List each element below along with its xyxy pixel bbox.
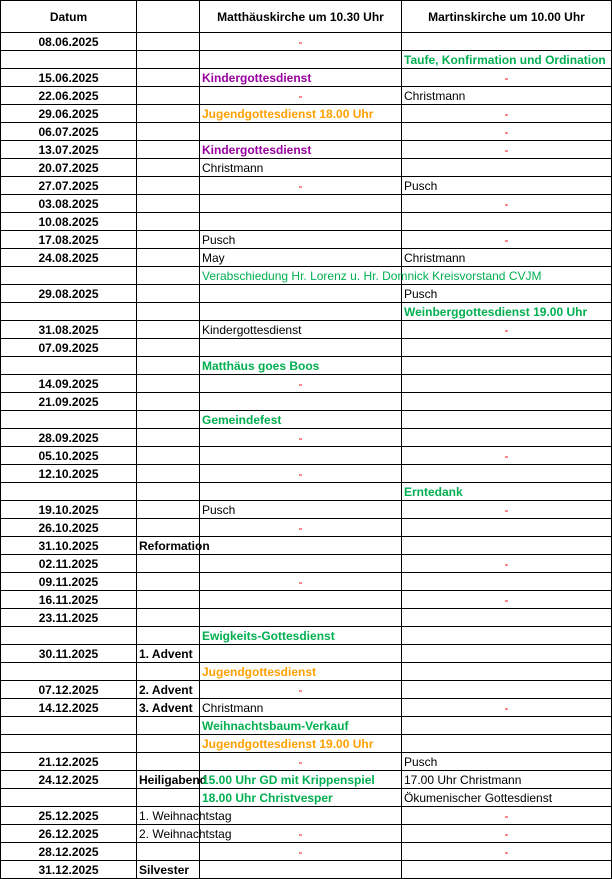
matthaeuskirche-cell: - xyxy=(200,825,402,843)
occasion-cell xyxy=(137,735,200,753)
occasion-cell xyxy=(137,447,200,465)
occasion-cell xyxy=(137,411,200,429)
martinskirche-cell xyxy=(402,465,612,483)
matthaeuskirche-cell: Jugendgottesdienst xyxy=(200,663,402,681)
occasion-cell xyxy=(137,33,200,51)
matthaeuskirche-cell: - xyxy=(200,519,402,537)
date-cell: 19.10.2025 xyxy=(1,501,137,519)
table-row xyxy=(1,537,612,555)
occasion-cell: 2. Weihnachtstag xyxy=(137,825,200,843)
date-cell: 22.06.2025 xyxy=(1,87,137,105)
martinskirche-cell xyxy=(402,735,612,753)
matthaeuskirche-cell: - xyxy=(200,375,402,393)
martinskirche-cell: - xyxy=(402,843,612,861)
table-row xyxy=(1,141,612,159)
date-cell: 23.11.2025 xyxy=(1,609,137,627)
matthaeuskirche-cell: Ewigkeits-Gottesdienst xyxy=(200,627,402,645)
occasion-cell xyxy=(137,195,200,213)
date-cell: 14.09.2025 xyxy=(1,375,137,393)
table-row xyxy=(1,159,612,177)
martinskirche-cell xyxy=(402,663,612,681)
occasion-cell xyxy=(137,555,200,573)
martinskirche-cell xyxy=(402,627,612,645)
table-row xyxy=(1,51,612,69)
martinskirche-cell: - xyxy=(402,231,612,249)
matthaeuskirche-cell xyxy=(200,303,402,321)
occasion-cell xyxy=(137,501,200,519)
martinskirche-cell xyxy=(402,213,612,231)
header-martinskirche: Martinskirche um 10.00 Uhr xyxy=(402,1,612,33)
date-cell: 28.09.2025 xyxy=(1,429,137,447)
occasion-cell xyxy=(137,69,200,87)
martinskirche-cell xyxy=(402,339,612,357)
table-row xyxy=(1,375,612,393)
occasion-cell: 3. Advent xyxy=(137,699,200,717)
martinskirche-cell: - xyxy=(402,447,612,465)
martinskirche-cell: Pusch xyxy=(402,753,612,771)
martinskirche-cell: Erntedank xyxy=(402,483,612,501)
matthaeuskirche-cell xyxy=(200,195,402,213)
table-row xyxy=(1,231,612,249)
date-cell: 26.10.2025 xyxy=(1,519,137,537)
date-cell xyxy=(1,51,137,69)
occasion-cell xyxy=(137,105,200,123)
date-cell xyxy=(1,357,137,375)
martinskirche-cell: - xyxy=(402,321,612,339)
martinskirche-cell: Christmann xyxy=(402,87,612,105)
table-row xyxy=(1,483,612,501)
occasion-cell xyxy=(137,321,200,339)
table-row xyxy=(1,285,612,303)
table-row xyxy=(1,339,612,357)
date-cell xyxy=(1,789,137,807)
occasion-cell xyxy=(137,429,200,447)
occasion-cell xyxy=(137,465,200,483)
date-cell: 25.12.2025 xyxy=(1,807,137,825)
matthaeuskirche-cell: Pusch xyxy=(200,231,402,249)
table-row xyxy=(1,105,612,123)
occasion-cell xyxy=(137,249,200,267)
matthaeuskirche-cell: - xyxy=(200,753,402,771)
occasion-cell xyxy=(137,591,200,609)
date-cell: 08.06.2025 xyxy=(1,33,137,51)
table-row xyxy=(1,717,612,735)
table-row xyxy=(1,771,612,789)
table-row xyxy=(1,177,612,195)
occasion-cell: 1. Weihnachtstag xyxy=(137,807,200,825)
table-row xyxy=(1,789,612,807)
martinskirche-cell xyxy=(402,375,612,393)
martinskirche-cell: - xyxy=(402,123,612,141)
occasion-cell xyxy=(137,789,200,807)
occasion-cell: 1. Advent xyxy=(137,645,200,663)
table-row xyxy=(1,609,612,627)
matthaeuskirche-cell xyxy=(200,861,402,879)
date-cell xyxy=(1,663,137,681)
matthaeuskirche-cell: - xyxy=(200,33,402,51)
martinskirche-cell: Ökumenischer Gottesdienst xyxy=(402,789,612,807)
occasion-cell xyxy=(137,123,200,141)
table-row xyxy=(1,825,612,843)
matthaeuskirche-cell: Jugendgottesdienst 19.00 Uhr xyxy=(200,735,402,753)
occasion-cell xyxy=(137,177,200,195)
table-row xyxy=(1,501,612,519)
martinskirche-cell xyxy=(402,609,612,627)
occasion-cell xyxy=(137,87,200,105)
table-row xyxy=(1,213,612,231)
martinskirche-cell xyxy=(402,519,612,537)
date-cell: 06.07.2025 xyxy=(1,123,137,141)
matthaeuskirche-cell: - xyxy=(200,681,402,699)
table-row xyxy=(1,321,612,339)
martinskirche-cell xyxy=(402,159,612,177)
date-cell: 14.12.2025 xyxy=(1,699,137,717)
occasion-cell xyxy=(137,483,200,501)
martinskirche-cell: - xyxy=(402,69,612,87)
date-cell: 31.08.2025 xyxy=(1,321,137,339)
matthaeuskirche-cell xyxy=(200,645,402,663)
matthaeuskirche-cell: Gemeindefest xyxy=(200,411,402,429)
matthaeuskirche-cell: Christmann xyxy=(200,159,402,177)
occasion-cell: Heiligabend xyxy=(137,771,200,789)
matthaeuskirche-cell: - xyxy=(200,177,402,195)
occasion-cell: 2. Advent xyxy=(137,681,200,699)
date-cell: 07.09.2025 xyxy=(1,339,137,357)
date-cell: 15.06.2025 xyxy=(1,69,137,87)
martinskirche-cell: - xyxy=(402,825,612,843)
matthaeuskirche-cell xyxy=(200,213,402,231)
table-row xyxy=(1,33,612,51)
occasion-cell xyxy=(137,141,200,159)
matthaeuskirche-cell: - xyxy=(200,573,402,591)
matthaeuskirche-cell xyxy=(200,123,402,141)
header-row xyxy=(1,1,612,33)
occasion-cell xyxy=(137,519,200,537)
matthaeuskirche-cell: Weihnachtsbaum-Verkauf xyxy=(200,717,402,735)
occasion-cell xyxy=(137,753,200,771)
date-cell: 05.10.2025 xyxy=(1,447,137,465)
table-row xyxy=(1,357,612,375)
occasion-cell xyxy=(137,285,200,303)
table-row xyxy=(1,123,612,141)
matthaeuskirche-cell: Kindergottesdienst xyxy=(200,141,402,159)
header-note xyxy=(137,1,200,33)
date-cell: 24.12.2025 xyxy=(1,771,137,789)
martinskirche-cell xyxy=(402,573,612,591)
occasion-cell xyxy=(137,627,200,645)
table-row xyxy=(1,87,612,105)
date-cell: 03.08.2025 xyxy=(1,195,137,213)
matthaeuskirche-cell: Matthäus goes Boos xyxy=(200,357,402,375)
occasion-cell xyxy=(137,51,200,69)
date-cell: 21.09.2025 xyxy=(1,393,137,411)
date-cell xyxy=(1,303,137,321)
table-row xyxy=(1,69,612,87)
header-matthaeuskirche: Matthäuskirche um 10.30 Uhr xyxy=(200,1,402,33)
martinskirche-cell: - xyxy=(402,141,612,159)
martinskirche-cell: - xyxy=(402,699,612,717)
matthaeuskirche-cell: Jugendgottesdienst 18.00 Uhr xyxy=(200,105,402,123)
martinskirche-cell xyxy=(402,861,612,879)
date-cell: 02.11.2025 xyxy=(1,555,137,573)
matthaeuskirche-cell: 18.00 Uhr Christvesper xyxy=(200,789,402,807)
martinskirche-cell: 17.00 Uhr Christmann xyxy=(402,771,612,789)
matthaeuskirche-cell: Verabschiedung Hr. Lorenz u. Hr. Domnick Kreisvorstand CVJM xyxy=(200,267,402,285)
matthaeuskirche-cell: - xyxy=(200,465,402,483)
table-row xyxy=(1,645,612,663)
martinskirche-cell: - xyxy=(402,105,612,123)
matthaeuskirche-cell xyxy=(200,537,402,555)
martinskirche-cell xyxy=(402,429,612,447)
occasion-cell xyxy=(137,375,200,393)
matthaeuskirche-cell xyxy=(200,609,402,627)
occasion-cell xyxy=(137,843,200,861)
occasion-cell xyxy=(137,717,200,735)
date-cell: 31.12.2025 xyxy=(1,861,137,879)
date-cell: 10.08.2025 xyxy=(1,213,137,231)
table-row xyxy=(1,411,612,429)
matthaeuskirche-cell xyxy=(200,285,402,303)
table-row xyxy=(1,555,612,573)
table-row xyxy=(1,573,612,591)
table-row xyxy=(1,663,612,681)
date-cell xyxy=(1,483,137,501)
date-cell: 24.08.2025 xyxy=(1,249,137,267)
martinskirche-cell: - xyxy=(402,807,612,825)
occasion-cell xyxy=(137,303,200,321)
martinskirche-cell xyxy=(402,393,612,411)
table-row xyxy=(1,735,612,753)
matthaeuskirche-cell xyxy=(200,555,402,573)
date-cell: 29.06.2025 xyxy=(1,105,137,123)
martinskirche-cell xyxy=(402,717,612,735)
occasion-cell: Reformation xyxy=(137,537,200,555)
table-row xyxy=(1,195,612,213)
table-row xyxy=(1,519,612,537)
martinskirche-cell: - xyxy=(402,195,612,213)
matthaeuskirche-cell: Kindergottesdienst xyxy=(200,321,402,339)
matthaeuskirche-cell xyxy=(200,483,402,501)
table-row xyxy=(1,753,612,771)
matthaeuskirche-cell: - xyxy=(200,87,402,105)
martinskirche-cell xyxy=(402,357,612,375)
date-cell xyxy=(1,627,137,645)
occasion-cell xyxy=(137,213,200,231)
table-row xyxy=(1,393,612,411)
date-cell: 27.07.2025 xyxy=(1,177,137,195)
martinskirche-cell: - xyxy=(402,555,612,573)
matthaeuskirche-cell xyxy=(200,447,402,465)
occasion-cell xyxy=(137,339,200,357)
occasion-cell xyxy=(137,663,200,681)
martinskirche-cell: Christmann xyxy=(402,249,612,267)
date-cell: 21.12.2025 xyxy=(1,753,137,771)
martinskirche-cell xyxy=(402,681,612,699)
occasion-cell xyxy=(137,231,200,249)
martinskirche-cell: Taufe, Konfirmation und Ordination xyxy=(402,51,612,69)
table-row xyxy=(1,429,612,447)
occasion-cell xyxy=(137,159,200,177)
table-row xyxy=(1,627,612,645)
matthaeuskirche-cell xyxy=(200,339,402,357)
martinskirche-cell: - xyxy=(402,591,612,609)
date-cell: 26.12.2025 xyxy=(1,825,137,843)
date-cell: 09.11.2025 xyxy=(1,573,137,591)
date-cell xyxy=(1,411,137,429)
date-cell: 07.12.2025 xyxy=(1,681,137,699)
table-row xyxy=(1,465,612,483)
martinskirche-cell xyxy=(402,411,612,429)
martinskirche-cell xyxy=(402,645,612,663)
date-cell: 12.10.2025 xyxy=(1,465,137,483)
martinskirche-cell: Pusch xyxy=(402,285,612,303)
table-row xyxy=(1,861,612,879)
martinskirche-cell xyxy=(402,33,612,51)
occasion-cell: Silvester xyxy=(137,861,200,879)
matthaeuskirche-cell: - xyxy=(200,843,402,861)
martinskirche-cell: Pusch xyxy=(402,177,612,195)
table-row xyxy=(1,447,612,465)
matthaeuskirche-cell: - xyxy=(200,429,402,447)
date-cell xyxy=(1,717,137,735)
table-row xyxy=(1,699,612,717)
occasion-cell xyxy=(137,393,200,411)
martinskirche-cell: - xyxy=(402,501,612,519)
martinskirche-cell xyxy=(402,537,612,555)
matthaeuskirche-cell: Kindergottesdienst xyxy=(200,69,402,87)
matthaeuskirche-cell: May xyxy=(200,249,402,267)
table-row xyxy=(1,249,612,267)
matthaeuskirche-cell: Pusch xyxy=(200,501,402,519)
occasion-cell xyxy=(137,609,200,627)
date-cell: 31.10.2025 xyxy=(1,537,137,555)
table-row xyxy=(1,807,612,825)
matthaeuskirche-cell xyxy=(200,51,402,69)
occasion-cell xyxy=(137,357,200,375)
date-cell: 29.08.2025 xyxy=(1,285,137,303)
date-cell: 17.08.2025 xyxy=(1,231,137,249)
date-cell: 16.11.2025 xyxy=(1,591,137,609)
header-date: Datum xyxy=(1,1,137,33)
matthaeuskirche-cell: Christmann xyxy=(200,699,402,717)
table-row xyxy=(1,681,612,699)
matthaeuskirche-cell xyxy=(200,591,402,609)
table-row xyxy=(1,843,612,861)
date-cell: 30.11.2025 xyxy=(1,645,137,663)
date-cell: 20.07.2025 xyxy=(1,159,137,177)
date-cell xyxy=(1,735,137,753)
date-cell: 13.07.2025 xyxy=(1,141,137,159)
table-row xyxy=(1,303,612,321)
date-cell xyxy=(1,267,137,285)
martinskirche-cell: Weinberggottesdienst 19.00 Uhr xyxy=(402,303,612,321)
table-row xyxy=(1,267,612,285)
occasion-cell xyxy=(137,573,200,591)
matthaeuskirche-cell xyxy=(200,393,402,411)
date-cell: 28.12.2025 xyxy=(1,843,137,861)
matthaeuskirche-cell: 15.00 Uhr GD mit Krippenspiel xyxy=(200,771,402,789)
occasion-cell xyxy=(137,267,200,285)
table-row xyxy=(1,591,612,609)
